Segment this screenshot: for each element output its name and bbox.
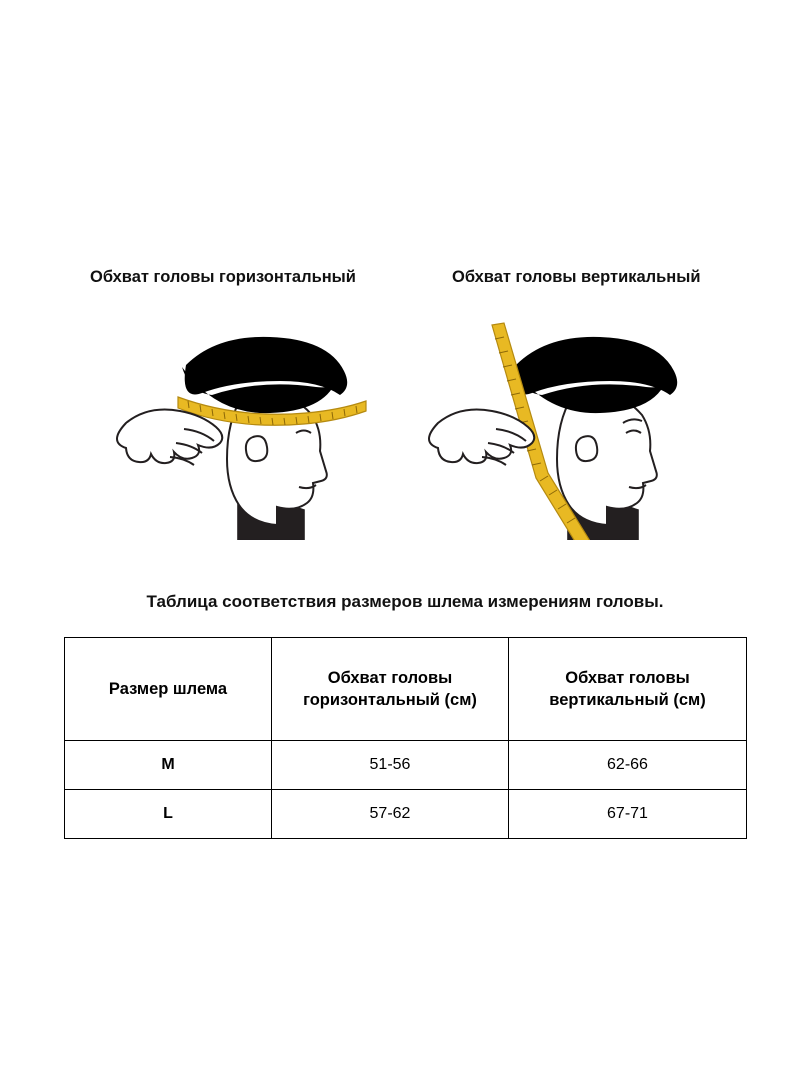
table-header-row bbox=[65, 638, 747, 741]
figure-vertical-measurement bbox=[420, 305, 740, 540]
cell-vertical-l: 67-71 bbox=[509, 790, 747, 839]
cell-size-l: L bbox=[65, 790, 272, 839]
cell-horizontal-l: 57-62 bbox=[272, 790, 509, 839]
caption-horizontal: Обхват головы горизонтальный bbox=[90, 268, 356, 286]
table-title: Таблица соответствия размеров шлема измерениям головы. bbox=[146, 592, 664, 611]
header-helmet-size-line1: Размер шлема bbox=[108, 679, 228, 698]
hand-left bbox=[117, 410, 222, 466]
header-helmet-size bbox=[65, 638, 272, 741]
header-horizontal bbox=[272, 638, 509, 741]
cell-vertical-m: 62-66 bbox=[509, 741, 747, 790]
illustration-band bbox=[90, 305, 730, 540]
header-horizontal-line1: Обхват головы bbox=[327, 668, 453, 687]
vertical-head-illustration bbox=[420, 305, 740, 540]
table-row bbox=[65, 790, 747, 839]
header-vertical-line1: Обхват головы bbox=[565, 668, 690, 687]
figure-horizontal-measurement bbox=[90, 305, 410, 540]
horizontal-head-illustration bbox=[90, 305, 410, 540]
header-vertical-line2: вертикальный (см) bbox=[549, 691, 706, 709]
header-vertical bbox=[509, 638, 747, 741]
caption-vertical: Обхват головы вертикальный bbox=[452, 268, 701, 286]
size-table-wrapper bbox=[64, 637, 746, 839]
cell-size-m: M bbox=[65, 741, 272, 790]
header-horizontal-line2: горизонтальный (см) bbox=[303, 691, 477, 709]
table-row bbox=[65, 741, 747, 790]
diagram-captions bbox=[0, 268, 810, 296]
cell-horizontal-m: 51-56 bbox=[272, 741, 509, 790]
size-table bbox=[64, 637, 747, 839]
